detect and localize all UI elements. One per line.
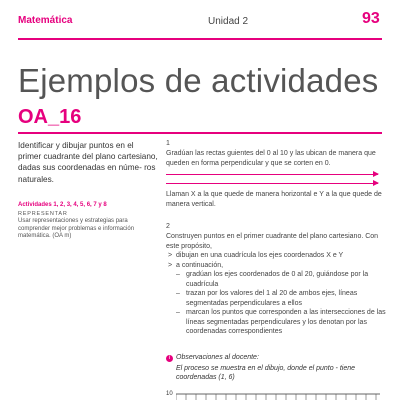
list-item: > dibujan en una cuadrícula los ejes coordenados X e Y — [166, 251, 386, 261]
activity-2-intro: Construyen puntos en el primer cuadrante del plano cartesiano. Con este propósito, — [166, 233, 379, 250]
coordinate-grid — [176, 393, 380, 400]
unit-label: Unidad 2 — [208, 16, 249, 27]
activity-2-substeps — [166, 270, 386, 337]
oa-divider — [18, 132, 382, 134]
skill-title: REPRESENTAR — [18, 211, 68, 217]
observations-title: Observaciones al docente: — [176, 354, 259, 361]
list-item: – gradúan los ejes coordenados de 0 al 20, guiándose por la cuadrícula — [166, 270, 386, 289]
activity-2-body — [166, 232, 386, 337]
list-item: – trazan por los valores del 1 al 20 de ambos ejes, líneas segmentadas perpendiculares a ellos — [166, 289, 386, 308]
subject-label: Matemática — [18, 15, 73, 26]
list-item: > a continuación, — [166, 261, 386, 271]
number-line-arrow — [166, 174, 378, 175]
activity-2-steps — [166, 251, 386, 270]
oa-code: OA_16 — [18, 106, 82, 128]
header-divider — [18, 38, 382, 40]
activity-1-text: Gradúan las rectas guientes del 0 al 10 y las ubican de manera que queden en forma perpendicular y que se corten en 0. — [166, 150, 376, 167]
activities-reference: Actividades 1, 2, 3, 4, 5, 6, 7 y 8 — [18, 202, 107, 208]
list-item: – marcan los puntos que corresponden a las intersecciones de las líneas segmentadas perpendiculares y los denotan por las coordenadas correspondientes — [166, 308, 386, 337]
info-icon: i — [166, 355, 173, 362]
learning-objective: Identificar y dibujar puntos en el primer cuadrante del plano cartesiano, dadas sus coordenadas en núme- ros naturales. — [18, 141, 158, 184]
activity-1-number: 1 — [166, 140, 170, 147]
page-number: 93 — [362, 10, 380, 27]
y-axis-tick-label: 10 — [166, 391, 173, 397]
number-line-arrow — [166, 183, 378, 184]
activity-1-followup: Llaman X a la que quede de manera horizontal e Y a la que quede de manera vertical. — [166, 191, 382, 208]
skill-description: Usar representaciones y estrategias para comprender mejor problemas e información matemática. (OA m) — [18, 218, 135, 240]
activity-2-number: 2 — [166, 223, 170, 230]
page-title: Ejemplos de actividades — [18, 62, 379, 99]
observations-text: El proceso se muestra en el dibujo, donde el punto - tiene coordenadas (1, 6) — [176, 365, 356, 381]
